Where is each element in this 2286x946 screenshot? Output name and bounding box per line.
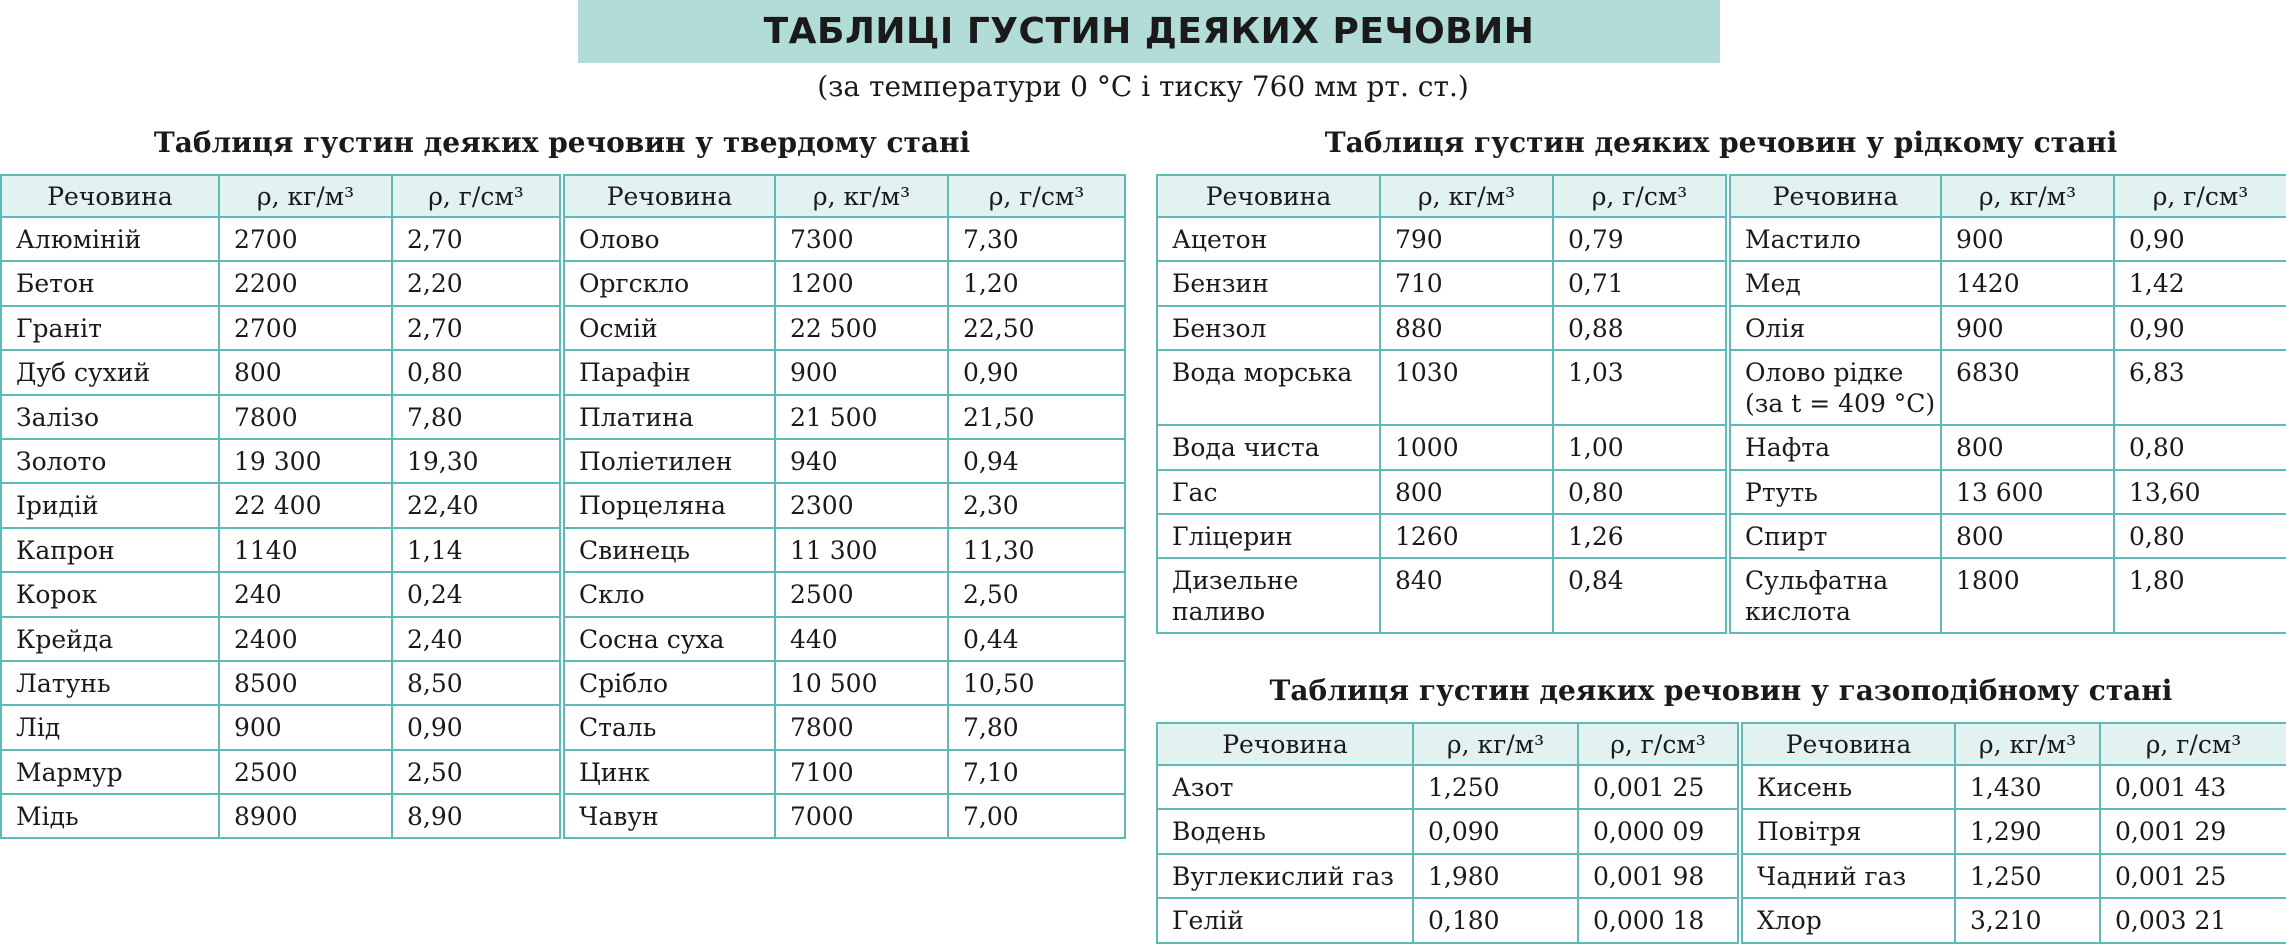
density-kg-cell: 900 <box>219 705 392 749</box>
substance-cell: Крейда <box>1 617 219 661</box>
density-kg-cell: 2700 <box>219 217 392 261</box>
density-kg-cell: 1,290 <box>1955 809 2100 853</box>
table-row <box>1157 425 2286 469</box>
density-g-cell: 1,00 <box>1553 425 1728 469</box>
density-g-cell: 2,70 <box>392 306 562 350</box>
density-g-cell: 0,003 21 <box>2100 898 2286 942</box>
density-g-cell: 0,71 <box>1553 261 1728 305</box>
substance-cell: Вода чиста <box>1157 425 1380 469</box>
density-g-cell: 0,80 <box>1553 470 1728 514</box>
solid-caption: Таблиця густин деяких речовин у твердому стані <box>153 126 971 159</box>
density-kg-cell: 1,430 <box>1955 765 2100 809</box>
density-kg-cell: 6830 <box>1941 350 2114 425</box>
density-kg-cell: 1260 <box>1380 514 1553 558</box>
density-g-cell: 0,90 <box>392 705 562 749</box>
substance-cell: Дуб сухий <box>1 350 219 394</box>
density-kg-cell: 3,210 <box>1955 898 2100 942</box>
table-row <box>1157 470 2286 514</box>
substance-cell: Скло <box>562 572 775 616</box>
density-g-cell: 2,40 <box>392 617 562 661</box>
substance-cell: Латунь <box>1 661 219 705</box>
substance-cell: Алюміній <box>1 217 219 261</box>
table-row <box>1 439 1125 483</box>
table-header-row <box>1157 723 2286 765</box>
density-g-cell: 6,83 <box>2114 350 2286 425</box>
table-row <box>1157 765 2286 809</box>
table-row <box>1157 350 2286 425</box>
table-row <box>1157 809 2286 853</box>
density-kg-cell: 240 <box>219 572 392 616</box>
density-g-cell: 0,84 <box>1553 558 1728 633</box>
substance-cell: Бетон <box>1 261 219 305</box>
density-g-cell: 0,88 <box>1553 306 1728 350</box>
table-row <box>1157 854 2286 898</box>
header-substance: Речовина <box>1157 723 1413 765</box>
header-density-g: ρ, г/см³ <box>948 175 1125 217</box>
density-kg-cell: 19 300 <box>219 439 392 483</box>
substance-cell: Олово рідке (за t = 409 °C) <box>1728 350 1941 425</box>
density-g-cell: 7,00 <box>948 794 1125 838</box>
density-g-cell: 0,94 <box>948 439 1125 483</box>
substance-cell: Срібло <box>562 661 775 705</box>
substance-cell: Мідь <box>1 794 219 838</box>
density-kg-cell: 1800 <box>1941 558 2114 633</box>
substance-cell: Олово <box>562 217 775 261</box>
table-row <box>1 395 1125 439</box>
table-header-row <box>1 175 1125 217</box>
density-kg-cell: 1140 <box>219 528 392 572</box>
substance-cell: Хлор <box>1740 898 1955 942</box>
density-kg-cell: 0,180 <box>1413 898 1578 942</box>
density-g-cell: 8,50 <box>392 661 562 705</box>
density-kg-cell: 7800 <box>775 705 948 749</box>
density-kg-cell: 1,980 <box>1413 854 1578 898</box>
substance-cell: Капрон <box>1 528 219 572</box>
substance-cell: Дизельне паливо <box>1157 558 1380 633</box>
density-kg-cell: 11 300 <box>775 528 948 572</box>
header-substance: Речовина <box>1728 175 1941 217</box>
density-kg-cell: 8900 <box>219 794 392 838</box>
density-g-cell: 0,80 <box>2114 514 2286 558</box>
substance-cell: Чавун <box>562 794 775 838</box>
density-kg-cell: 0,090 <box>1413 809 1578 853</box>
density-g-cell: 1,14 <box>392 528 562 572</box>
header-density-kg: ρ, кг/м³ <box>1413 723 1578 765</box>
density-kg-cell: 2400 <box>219 617 392 661</box>
table-row <box>1157 306 2286 350</box>
density-kg-cell: 1000 <box>1380 425 1553 469</box>
solid-density-table <box>0 174 1126 839</box>
header-density-kg: ρ, кг/м³ <box>775 175 948 217</box>
header-density-g: ρ, г/см³ <box>392 175 562 217</box>
substance-cell: Нафта <box>1728 425 1941 469</box>
density-g-cell: 0,44 <box>948 617 1125 661</box>
header-density-g: ρ, г/см³ <box>1578 723 1740 765</box>
density-kg-cell: 2500 <box>219 750 392 794</box>
table-row <box>1 661 1125 705</box>
density-g-cell: 1,26 <box>1553 514 1728 558</box>
density-kg-cell: 900 <box>1941 217 2114 261</box>
density-g-cell: 2,30 <box>948 483 1125 527</box>
substance-cell: Гас <box>1157 470 1380 514</box>
density-kg-cell: 900 <box>775 350 948 394</box>
density-g-cell: 7,10 <box>948 750 1125 794</box>
title-banner <box>578 0 1720 63</box>
density-kg-cell: 800 <box>1380 470 1553 514</box>
density-g-cell: 2,50 <box>392 750 562 794</box>
table-row <box>1 261 1125 305</box>
gas-caption: Таблиця густин деяких речовин у газоподібному стані <box>1269 674 2173 707</box>
density-g-cell: 13,60 <box>2114 470 2286 514</box>
substance-cell: Оргскло <box>562 261 775 305</box>
density-g-cell: 22,40 <box>392 483 562 527</box>
density-kg-cell: 1,250 <box>1955 854 2100 898</box>
header-substance: Речовина <box>562 175 775 217</box>
density-kg-cell: 800 <box>1941 425 2114 469</box>
density-kg-cell: 710 <box>1380 261 1553 305</box>
density-g-cell: 0,001 25 <box>1578 765 1740 809</box>
table-header-row <box>1157 175 2286 217</box>
header-density-kg: ρ, кг/м³ <box>219 175 392 217</box>
density-g-cell: 0,79 <box>1553 217 1728 261</box>
density-g-cell: 8,90 <box>392 794 562 838</box>
density-kg-cell: 1200 <box>775 261 948 305</box>
density-kg-cell: 8500 <box>219 661 392 705</box>
table-row <box>1 528 1125 572</box>
density-kg-cell: 790 <box>1380 217 1553 261</box>
table-row <box>1 750 1125 794</box>
substance-cell: Ацетон <box>1157 217 1380 261</box>
substance-cell: Сосна суха <box>562 617 775 661</box>
substance-cell: Граніт <box>1 306 219 350</box>
density-g-cell: 0,001 98 <box>1578 854 1740 898</box>
substance-cell: Водень <box>1157 809 1413 853</box>
density-g-cell: 0,80 <box>392 350 562 394</box>
substance-cell: Осмій <box>562 306 775 350</box>
substance-cell: Цинк <box>562 750 775 794</box>
substance-cell: Корок <box>1 572 219 616</box>
density-g-cell: 22,50 <box>948 306 1125 350</box>
table-row <box>1 617 1125 661</box>
liquid-density-table <box>1156 174 2286 634</box>
density-kg-cell: 2500 <box>775 572 948 616</box>
density-kg-cell: 880 <box>1380 306 1553 350</box>
density-kg-cell: 2300 <box>775 483 948 527</box>
substance-cell: Свинець <box>562 528 775 572</box>
header-substance: Речовина <box>1740 723 1955 765</box>
density-kg-cell: 7000 <box>775 794 948 838</box>
substance-cell: Платина <box>562 395 775 439</box>
substance-cell: Азот <box>1157 765 1413 809</box>
substance-cell: Ртуть <box>1728 470 1941 514</box>
density-kg-cell: 13 600 <box>1941 470 2114 514</box>
density-kg-cell: 7300 <box>775 217 948 261</box>
density-g-cell: 1,80 <box>2114 558 2286 633</box>
substance-cell: Мастило <box>1728 217 1941 261</box>
table-row <box>1 217 1125 261</box>
density-kg-cell: 440 <box>775 617 948 661</box>
table-row <box>1 483 1125 527</box>
density-g-cell: 0,90 <box>2114 306 2286 350</box>
density-g-cell: 2,50 <box>948 572 1125 616</box>
density-g-cell: 0,90 <box>948 350 1125 394</box>
table-row <box>1 794 1125 838</box>
substance-cell: Кисень <box>1740 765 1955 809</box>
substance-cell: Гліцерин <box>1157 514 1380 558</box>
density-kg-cell: 10 500 <box>775 661 948 705</box>
density-g-cell: 10,50 <box>948 661 1125 705</box>
density-g-cell: 0,90 <box>2114 217 2286 261</box>
substance-cell: Вода морська <box>1157 350 1380 425</box>
density-g-cell: 0,001 43 <box>2100 765 2286 809</box>
header-density-g: ρ, г/см³ <box>2114 175 2286 217</box>
header-density-g: ρ, г/см³ <box>2100 723 2286 765</box>
table-row <box>1 350 1125 394</box>
density-kg-cell: 1420 <box>1941 261 2114 305</box>
substance-cell: Залізо <box>1 395 219 439</box>
table-row <box>1157 261 2286 305</box>
density-kg-cell: 1030 <box>1380 350 1553 425</box>
table-row <box>1 572 1125 616</box>
density-kg-cell: 1,250 <box>1413 765 1578 809</box>
header-density-kg: ρ, кг/м³ <box>1941 175 2114 217</box>
header-density-kg: ρ, кг/м³ <box>1955 723 2100 765</box>
substance-cell: Вуглекислий газ <box>1157 854 1413 898</box>
density-g-cell: 0,000 18 <box>1578 898 1740 942</box>
density-g-cell: 0,001 25 <box>2100 854 2286 898</box>
density-kg-cell: 800 <box>1941 514 2114 558</box>
density-kg-cell: 7100 <box>775 750 948 794</box>
substance-cell: Мед <box>1728 261 1941 305</box>
substance-cell: Мармур <box>1 750 219 794</box>
table-row <box>1 306 1125 350</box>
density-g-cell: 7,80 <box>948 705 1125 749</box>
density-g-cell: 11,30 <box>948 528 1125 572</box>
substance-cell: Бензин <box>1157 261 1380 305</box>
substance-cell: Сталь <box>562 705 775 749</box>
density-g-cell: 1,03 <box>1553 350 1728 425</box>
header-substance: Речовина <box>1 175 219 217</box>
substance-cell: Парафін <box>562 350 775 394</box>
substance-cell: Порцеляна <box>562 483 775 527</box>
table-row <box>1157 514 2286 558</box>
liquid-caption: Таблиця густин деяких речовин у рідкому стані <box>1324 126 2118 159</box>
header-density-g: ρ, г/см³ <box>1553 175 1728 217</box>
density-g-cell: 1,20 <box>948 261 1125 305</box>
density-g-cell: 0,001 29 <box>2100 809 2286 853</box>
substance-cell: Бензол <box>1157 306 1380 350</box>
substance-cell: Сульфатна кислота <box>1728 558 1941 633</box>
density-kg-cell: 840 <box>1380 558 1553 633</box>
density-g-cell: 19,30 <box>392 439 562 483</box>
substance-cell: Гелій <box>1157 898 1413 942</box>
density-kg-cell: 22 400 <box>219 483 392 527</box>
density-g-cell: 7,30 <box>948 217 1125 261</box>
density-kg-cell: 22 500 <box>775 306 948 350</box>
substance-cell: Поліетилен <box>562 439 775 483</box>
substance-cell: Іридій <box>1 483 219 527</box>
gas-density-table <box>1156 722 2286 944</box>
substance-cell: Повітря <box>1740 809 1955 853</box>
density-g-cell: 2,20 <box>392 261 562 305</box>
density-g-cell: 0,000 09 <box>1578 809 1740 853</box>
substance-cell: Олія <box>1728 306 1941 350</box>
substance-cell: Чадний газ <box>1740 854 1955 898</box>
table-row <box>1157 217 2286 261</box>
density-g-cell: 0,24 <box>392 572 562 616</box>
density-g-cell: 2,70 <box>392 217 562 261</box>
density-g-cell: 1,42 <box>2114 261 2286 305</box>
density-g-cell: 0,80 <box>2114 425 2286 469</box>
substance-cell: Спирт <box>1728 514 1941 558</box>
table-row <box>1157 898 2286 942</box>
density-kg-cell: 940 <box>775 439 948 483</box>
density-kg-cell: 900 <box>1941 306 2114 350</box>
density-g-cell: 21,50 <box>948 395 1125 439</box>
substance-cell: Золото <box>1 439 219 483</box>
density-g-cell: 7,80 <box>392 395 562 439</box>
page-title: ТАБЛИЦІ ГУСТИН ДЕЯКИХ РЕЧОВИН <box>763 11 1535 52</box>
header-substance: Речовина <box>1157 175 1380 217</box>
substance-cell: Лід <box>1 705 219 749</box>
table-row <box>1 705 1125 749</box>
density-kg-cell: 2700 <box>219 306 392 350</box>
table-row <box>1157 558 2286 633</box>
density-kg-cell: 2200 <box>219 261 392 305</box>
density-kg-cell: 21 500 <box>775 395 948 439</box>
density-kg-cell: 7800 <box>219 395 392 439</box>
header-density-kg: ρ, кг/м³ <box>1380 175 1553 217</box>
page-subtitle: (за температури 0 °C і тиску 760 мм рт. ст.) <box>817 70 1469 103</box>
density-kg-cell: 800 <box>219 350 392 394</box>
